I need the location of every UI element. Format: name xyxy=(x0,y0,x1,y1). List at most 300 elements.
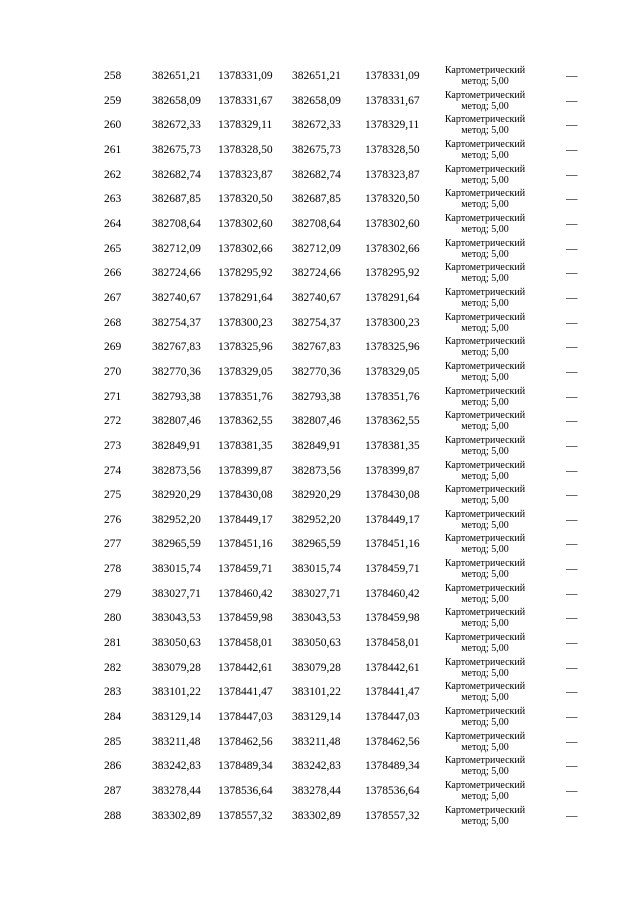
method-cell xyxy=(432,459,538,482)
y-coordinate-cell: 1378459,98 xyxy=(365,612,420,625)
method-cell xyxy=(432,64,538,87)
table-row xyxy=(92,631,592,656)
x-coordinate-cell: 382770,36 xyxy=(152,365,201,378)
method-label: Картометрический xyxy=(444,632,526,644)
point-number-cell: 273 xyxy=(104,439,122,452)
method-cell xyxy=(432,113,538,136)
method-cell xyxy=(432,409,538,432)
x-coordinate-cell: 383302,89 xyxy=(292,809,341,822)
method-label: Картометрический xyxy=(444,706,526,718)
table-row xyxy=(92,582,592,607)
x-coordinate-cell: 382724,66 xyxy=(292,267,341,280)
point-number-cell: 261 xyxy=(104,143,122,156)
table-row xyxy=(92,459,592,484)
x-coordinate-cell: 383027,71 xyxy=(292,587,341,600)
y-coordinate-cell: 1378329,05 xyxy=(365,365,420,378)
method-accuracy: метод; 5,00 xyxy=(461,766,509,778)
y-coordinate-cell: 1378557,32 xyxy=(365,809,420,822)
x-coordinate-cell: 382708,64 xyxy=(292,217,341,230)
y-coordinate-cell: 1378329,11 xyxy=(218,119,273,132)
dash-cell: — xyxy=(566,735,578,748)
dash-cell: — xyxy=(566,686,578,699)
x-coordinate-cell: 383242,83 xyxy=(152,760,201,773)
dash-cell: — xyxy=(566,637,578,650)
dash-cell: — xyxy=(566,538,578,551)
method-cell xyxy=(432,163,538,186)
method-cell xyxy=(432,138,538,161)
x-coordinate-cell: 382672,33 xyxy=(292,119,341,132)
x-coordinate-cell: 382767,83 xyxy=(152,341,201,354)
table-row xyxy=(92,212,592,237)
dash-cell: — xyxy=(566,711,578,724)
method-label: Картометрический xyxy=(444,311,526,323)
y-coordinate-cell: 1378302,60 xyxy=(218,217,273,230)
x-coordinate-cell: 383211,48 xyxy=(152,735,201,748)
y-coordinate-cell: 1378459,71 xyxy=(365,563,420,576)
x-coordinate-cell: 382712,09 xyxy=(292,242,341,255)
y-coordinate-cell: 1378329,05 xyxy=(218,365,273,378)
table-row xyxy=(92,385,592,410)
x-coordinate-cell: 383278,44 xyxy=(292,785,341,798)
dash-cell: — xyxy=(566,587,578,600)
method-cell xyxy=(432,557,538,580)
y-coordinate-cell: 1378399,87 xyxy=(365,464,420,477)
point-number-cell: 262 xyxy=(104,168,122,181)
method-label: Картометрический xyxy=(444,607,526,619)
method-accuracy: метод; 5,00 xyxy=(461,495,509,507)
point-number-cell: 266 xyxy=(104,267,122,280)
y-coordinate-cell: 1378458,01 xyxy=(218,637,273,650)
dash-cell: — xyxy=(566,809,578,822)
method-label: Картометрический xyxy=(444,730,526,742)
method-accuracy: метод; 5,00 xyxy=(461,470,509,482)
method-accuracy: метод; 5,00 xyxy=(461,519,509,531)
method-accuracy: метод; 5,00 xyxy=(461,125,509,137)
method-label: Картометрический xyxy=(444,582,526,594)
y-coordinate-cell: 1378449,17 xyxy=(218,513,273,526)
method-cell xyxy=(432,804,538,827)
y-coordinate-cell: 1378451,16 xyxy=(218,538,273,551)
y-coordinate-cell: 1378302,66 xyxy=(218,242,273,255)
x-coordinate-cell: 383129,14 xyxy=(152,711,201,724)
dash-cell: — xyxy=(566,242,578,255)
point-number-cell: 278 xyxy=(104,563,122,576)
table-row xyxy=(92,138,592,163)
y-coordinate-cell: 1378329,11 xyxy=(365,119,420,132)
x-coordinate-cell: 382793,38 xyxy=(152,390,201,403)
method-label: Картометрический xyxy=(444,656,526,668)
y-coordinate-cell: 1378351,76 xyxy=(365,390,420,403)
table-row xyxy=(92,730,592,755)
dash-cell: — xyxy=(566,612,578,625)
method-cell xyxy=(432,680,538,703)
method-cell xyxy=(432,705,538,728)
method-accuracy: метод; 5,00 xyxy=(461,322,509,334)
method-label: Картометрический xyxy=(444,188,526,200)
method-label: Картометрический xyxy=(444,558,526,570)
method-label: Картометрический xyxy=(444,385,526,397)
y-coordinate-cell: 1378295,92 xyxy=(365,267,420,280)
y-coordinate-cell: 1378458,01 xyxy=(365,637,420,650)
table-row xyxy=(92,286,592,311)
dash-cell: — xyxy=(566,760,578,773)
point-number-cell: 285 xyxy=(104,735,122,748)
dash-cell: — xyxy=(566,291,578,304)
x-coordinate-cell: 382651,21 xyxy=(292,70,341,82)
point-number-cell: 280 xyxy=(104,612,122,625)
x-coordinate-cell: 383050,63 xyxy=(152,637,201,650)
x-coordinate-cell: 382724,66 xyxy=(152,267,201,280)
coordinates-table xyxy=(92,64,592,828)
x-coordinate-cell: 382658,09 xyxy=(152,94,201,107)
method-label: Картометрический xyxy=(444,410,526,422)
x-coordinate-cell: 382920,29 xyxy=(292,489,341,502)
method-accuracy: метод; 5,00 xyxy=(461,199,509,211)
table-row xyxy=(92,557,592,582)
y-coordinate-cell: 1378441,47 xyxy=(365,686,420,699)
dash-cell: — xyxy=(566,489,578,502)
point-number-cell: 260 xyxy=(104,119,122,132)
method-label: Картометрический xyxy=(444,65,526,76)
x-coordinate-cell: 382807,46 xyxy=(292,415,341,428)
x-coordinate-cell: 382965,59 xyxy=(152,538,201,551)
table-row xyxy=(92,705,592,730)
method-label: Картометрический xyxy=(444,755,526,767)
method-accuracy: метод; 5,00 xyxy=(461,741,509,753)
y-coordinate-cell: 1378447,03 xyxy=(218,711,273,724)
point-number-cell: 259 xyxy=(104,94,122,107)
y-coordinate-cell: 1378441,47 xyxy=(218,686,273,699)
method-cell xyxy=(432,582,538,605)
point-number-cell: 268 xyxy=(104,316,122,329)
method-accuracy: метод; 5,00 xyxy=(461,593,509,605)
dash-cell: — xyxy=(566,119,578,132)
x-coordinate-cell: 383015,74 xyxy=(292,563,341,576)
point-number-cell: 279 xyxy=(104,587,122,600)
x-coordinate-cell: 382952,20 xyxy=(152,513,201,526)
y-coordinate-cell: 1378302,66 xyxy=(365,242,420,255)
method-accuracy: метод; 5,00 xyxy=(461,569,509,581)
table-row xyxy=(92,656,592,681)
table-row xyxy=(92,89,592,114)
method-label: Картометрический xyxy=(444,336,526,348)
table-row xyxy=(92,113,592,138)
y-coordinate-cell: 1378323,87 xyxy=(365,168,420,181)
dash-cell: — xyxy=(566,168,578,181)
x-coordinate-cell: 382672,33 xyxy=(152,119,201,132)
y-coordinate-cell: 1378489,34 xyxy=(218,760,273,773)
method-accuracy: метод; 5,00 xyxy=(461,396,509,408)
point-number-cell: 274 xyxy=(104,464,122,477)
y-coordinate-cell: 1378442,61 xyxy=(365,661,420,674)
table-row xyxy=(92,409,592,434)
x-coordinate-cell: 382687,85 xyxy=(292,193,341,206)
x-coordinate-cell: 382873,56 xyxy=(152,464,201,477)
method-accuracy: метод; 5,00 xyxy=(461,297,509,309)
method-accuracy: метод; 5,00 xyxy=(461,445,509,457)
method-cell xyxy=(432,631,538,654)
method-label: Картометрический xyxy=(444,212,526,224)
method-accuracy: метод; 5,00 xyxy=(461,791,509,803)
table-row xyxy=(92,680,592,705)
method-accuracy: метод; 5,00 xyxy=(461,618,509,630)
method-label: Картометрический xyxy=(444,262,526,274)
method-cell xyxy=(432,335,538,358)
point-number-cell: 267 xyxy=(104,291,122,304)
table-row xyxy=(92,237,592,262)
x-coordinate-cell: 382770,36 xyxy=(292,365,341,378)
x-coordinate-cell: 383043,53 xyxy=(152,612,201,625)
method-label: Картометрический xyxy=(444,89,526,101)
method-label: Картометрический xyxy=(444,163,526,175)
method-accuracy: метод; 5,00 xyxy=(461,149,509,161)
method-accuracy: метод; 5,00 xyxy=(461,371,509,383)
point-number-cell: 272 xyxy=(104,415,122,428)
table-row xyxy=(92,187,592,212)
method-cell xyxy=(432,532,538,555)
y-coordinate-cell: 1378399,87 xyxy=(218,464,273,477)
x-coordinate-cell: 382849,91 xyxy=(292,439,341,452)
y-coordinate-cell: 1378323,87 xyxy=(218,168,273,181)
x-coordinate-cell: 382651,21 xyxy=(152,70,201,82)
method-cell xyxy=(432,656,538,679)
method-accuracy: метод; 5,00 xyxy=(461,273,509,285)
method-label: Картометрический xyxy=(444,459,526,471)
table-row xyxy=(92,508,592,533)
method-label: Картометрический xyxy=(444,237,526,249)
method-cell xyxy=(432,261,538,284)
y-coordinate-cell: 1378362,55 xyxy=(365,415,420,428)
x-coordinate-cell: 382740,67 xyxy=(292,291,341,304)
x-coordinate-cell: 382754,37 xyxy=(152,316,201,329)
method-cell xyxy=(432,483,538,506)
x-coordinate-cell: 382849,91 xyxy=(152,439,201,452)
x-coordinate-cell: 382767,83 xyxy=(292,341,341,354)
method-label: Картометрический xyxy=(444,484,526,496)
point-number-cell: 271 xyxy=(104,390,122,403)
method-cell xyxy=(432,385,538,408)
method-accuracy: метод; 5,00 xyxy=(461,174,509,186)
y-coordinate-cell: 1378449,17 xyxy=(365,513,420,526)
dash-cell: — xyxy=(566,341,578,354)
method-accuracy: метод; 5,00 xyxy=(461,248,509,260)
table-row xyxy=(92,606,592,631)
method-accuracy: метод; 5,00 xyxy=(461,347,509,359)
x-coordinate-cell: 382920,29 xyxy=(152,489,201,502)
x-coordinate-cell: 382682,74 xyxy=(152,168,201,181)
x-coordinate-cell: 383050,63 xyxy=(292,637,341,650)
table-row xyxy=(92,532,592,557)
y-coordinate-cell: 1378451,16 xyxy=(365,538,420,551)
dash-cell: — xyxy=(566,464,578,477)
table-row xyxy=(92,779,592,804)
point-number-cell: 288 xyxy=(104,809,122,822)
dash-cell: — xyxy=(566,563,578,576)
y-coordinate-cell: 1378331,67 xyxy=(365,94,420,107)
method-cell xyxy=(432,212,538,235)
dash-cell: — xyxy=(566,415,578,428)
x-coordinate-cell: 383211,48 xyxy=(292,735,341,748)
y-coordinate-cell: 1378489,34 xyxy=(365,760,420,773)
x-coordinate-cell: 382952,20 xyxy=(292,513,341,526)
method-label: Картометрический xyxy=(444,286,526,298)
point-number-cell: 284 xyxy=(104,711,122,724)
y-coordinate-cell: 1378300,23 xyxy=(365,316,420,329)
x-coordinate-cell: 382687,85 xyxy=(152,193,201,206)
y-coordinate-cell: 1378302,60 xyxy=(365,217,420,230)
point-number-cell: 263 xyxy=(104,193,122,206)
y-coordinate-cell: 1378460,42 xyxy=(365,587,420,600)
y-coordinate-cell: 1378536,64 xyxy=(218,785,273,798)
y-coordinate-cell: 1378295,92 xyxy=(218,267,273,280)
x-coordinate-cell: 382740,67 xyxy=(152,291,201,304)
y-coordinate-cell: 1378291,64 xyxy=(218,291,273,304)
point-number-cell: 286 xyxy=(104,760,122,773)
y-coordinate-cell: 1378300,23 xyxy=(218,316,273,329)
y-coordinate-cell: 1378459,98 xyxy=(218,612,273,625)
y-coordinate-cell: 1378328,50 xyxy=(218,143,273,156)
dash-cell: — xyxy=(566,143,578,156)
table-row xyxy=(92,163,592,188)
x-coordinate-cell: 382793,38 xyxy=(292,390,341,403)
x-coordinate-cell: 383043,53 xyxy=(292,612,341,625)
point-number-cell: 277 xyxy=(104,538,122,551)
y-coordinate-cell: 1378462,56 xyxy=(218,735,273,748)
x-coordinate-cell: 382965,59 xyxy=(292,538,341,551)
y-coordinate-cell: 1378325,96 xyxy=(218,341,273,354)
dash-cell: — xyxy=(566,193,578,206)
dash-cell: — xyxy=(566,365,578,378)
method-label: Картометрический xyxy=(444,681,526,693)
y-coordinate-cell: 1378331,09 xyxy=(218,70,273,82)
method-accuracy: метод; 5,00 xyxy=(461,643,509,655)
point-number-cell: 283 xyxy=(104,686,122,699)
method-accuracy: метод; 5,00 xyxy=(461,692,509,704)
table-row xyxy=(92,434,592,459)
dash-cell: — xyxy=(566,94,578,107)
method-label: Картометрический xyxy=(444,138,526,150)
x-coordinate-cell: 383101,22 xyxy=(152,686,201,699)
method-accuracy: метод; 5,00 xyxy=(461,544,509,556)
y-coordinate-cell: 1378442,61 xyxy=(218,661,273,674)
y-coordinate-cell: 1378328,50 xyxy=(365,143,420,156)
point-number-cell: 275 xyxy=(104,489,122,502)
dash-cell: — xyxy=(566,390,578,403)
point-number-cell: 287 xyxy=(104,785,122,798)
method-accuracy: метод; 5,00 xyxy=(461,815,509,827)
x-coordinate-cell: 383302,89 xyxy=(152,809,201,822)
method-accuracy: метод; 5,00 xyxy=(461,223,509,235)
table-row xyxy=(92,804,592,829)
method-accuracy: метод; 5,00 xyxy=(461,667,509,679)
y-coordinate-cell: 1378381,35 xyxy=(365,439,420,452)
y-coordinate-cell: 1378447,03 xyxy=(365,711,420,724)
point-number-cell: 276 xyxy=(104,513,122,526)
table-row xyxy=(92,261,592,286)
x-coordinate-cell: 383079,28 xyxy=(152,661,201,674)
dash-cell: — xyxy=(566,267,578,280)
method-cell xyxy=(432,434,538,457)
y-coordinate-cell: 1378557,32 xyxy=(218,809,273,822)
table-row xyxy=(92,64,592,89)
method-cell xyxy=(432,606,538,629)
point-number-cell: 270 xyxy=(104,365,122,378)
y-coordinate-cell: 1378536,64 xyxy=(365,785,420,798)
method-cell xyxy=(432,89,538,112)
method-cell xyxy=(432,779,538,802)
table-row xyxy=(92,360,592,385)
point-number-cell: 265 xyxy=(104,242,122,255)
dash-cell: — xyxy=(566,70,578,82)
method-accuracy: метод; 5,00 xyxy=(461,76,509,87)
method-accuracy: метод; 5,00 xyxy=(461,717,509,729)
table-row xyxy=(92,311,592,336)
method-label: Картометрический xyxy=(444,114,526,126)
x-coordinate-cell: 383101,22 xyxy=(292,686,341,699)
y-coordinate-cell: 1378460,42 xyxy=(218,587,273,600)
y-coordinate-cell: 1378320,50 xyxy=(218,193,273,206)
x-coordinate-cell: 383015,74 xyxy=(152,563,201,576)
method-label: Картометрический xyxy=(444,804,526,816)
method-label: Картометрический xyxy=(444,533,526,545)
table-row xyxy=(92,483,592,508)
method-cell xyxy=(432,360,538,383)
method-cell xyxy=(432,508,538,531)
point-number-cell: 264 xyxy=(104,217,122,230)
method-cell xyxy=(432,237,538,260)
y-coordinate-cell: 1378381,35 xyxy=(218,439,273,452)
dash-cell: — xyxy=(566,217,578,230)
table-row xyxy=(92,754,592,779)
y-coordinate-cell: 1378331,09 xyxy=(365,70,420,82)
dash-cell: — xyxy=(566,513,578,526)
x-coordinate-cell: 383079,28 xyxy=(292,661,341,674)
y-coordinate-cell: 1378320,50 xyxy=(365,193,420,206)
point-number-cell: 258 xyxy=(104,70,122,82)
x-coordinate-cell: 383027,71 xyxy=(152,587,201,600)
method-label: Картометрический xyxy=(444,434,526,446)
x-coordinate-cell: 383129,14 xyxy=(292,711,341,724)
point-number-cell: 281 xyxy=(104,637,122,650)
x-coordinate-cell: 382708,64 xyxy=(152,217,201,230)
method-cell xyxy=(432,187,538,210)
method-label: Картометрический xyxy=(444,360,526,372)
x-coordinate-cell: 383278,44 xyxy=(152,785,201,798)
x-coordinate-cell: 382873,56 xyxy=(292,464,341,477)
x-coordinate-cell: 382682,74 xyxy=(292,168,341,181)
x-coordinate-cell: 382675,73 xyxy=(152,143,201,156)
dash-cell: — xyxy=(566,316,578,329)
method-cell xyxy=(432,311,538,334)
method-cell xyxy=(432,754,538,777)
y-coordinate-cell: 1378291,64 xyxy=(365,291,420,304)
y-coordinate-cell: 1378430,08 xyxy=(365,489,420,502)
x-coordinate-cell: 382712,09 xyxy=(152,242,201,255)
y-coordinate-cell: 1378430,08 xyxy=(218,489,273,502)
y-coordinate-cell: 1378462,56 xyxy=(365,735,420,748)
point-number-cell: 282 xyxy=(104,661,122,674)
point-number-cell: 269 xyxy=(104,341,122,354)
method-label: Картометрический xyxy=(444,780,526,792)
x-coordinate-cell: 383242,83 xyxy=(292,760,341,773)
method-accuracy: метод; 5,00 xyxy=(461,100,509,112)
method-cell xyxy=(432,730,538,753)
y-coordinate-cell: 1378325,96 xyxy=(365,341,420,354)
y-coordinate-cell: 1378362,55 xyxy=(218,415,273,428)
method-cell xyxy=(432,286,538,309)
y-coordinate-cell: 1378459,71 xyxy=(218,563,273,576)
dash-cell: — xyxy=(566,661,578,674)
